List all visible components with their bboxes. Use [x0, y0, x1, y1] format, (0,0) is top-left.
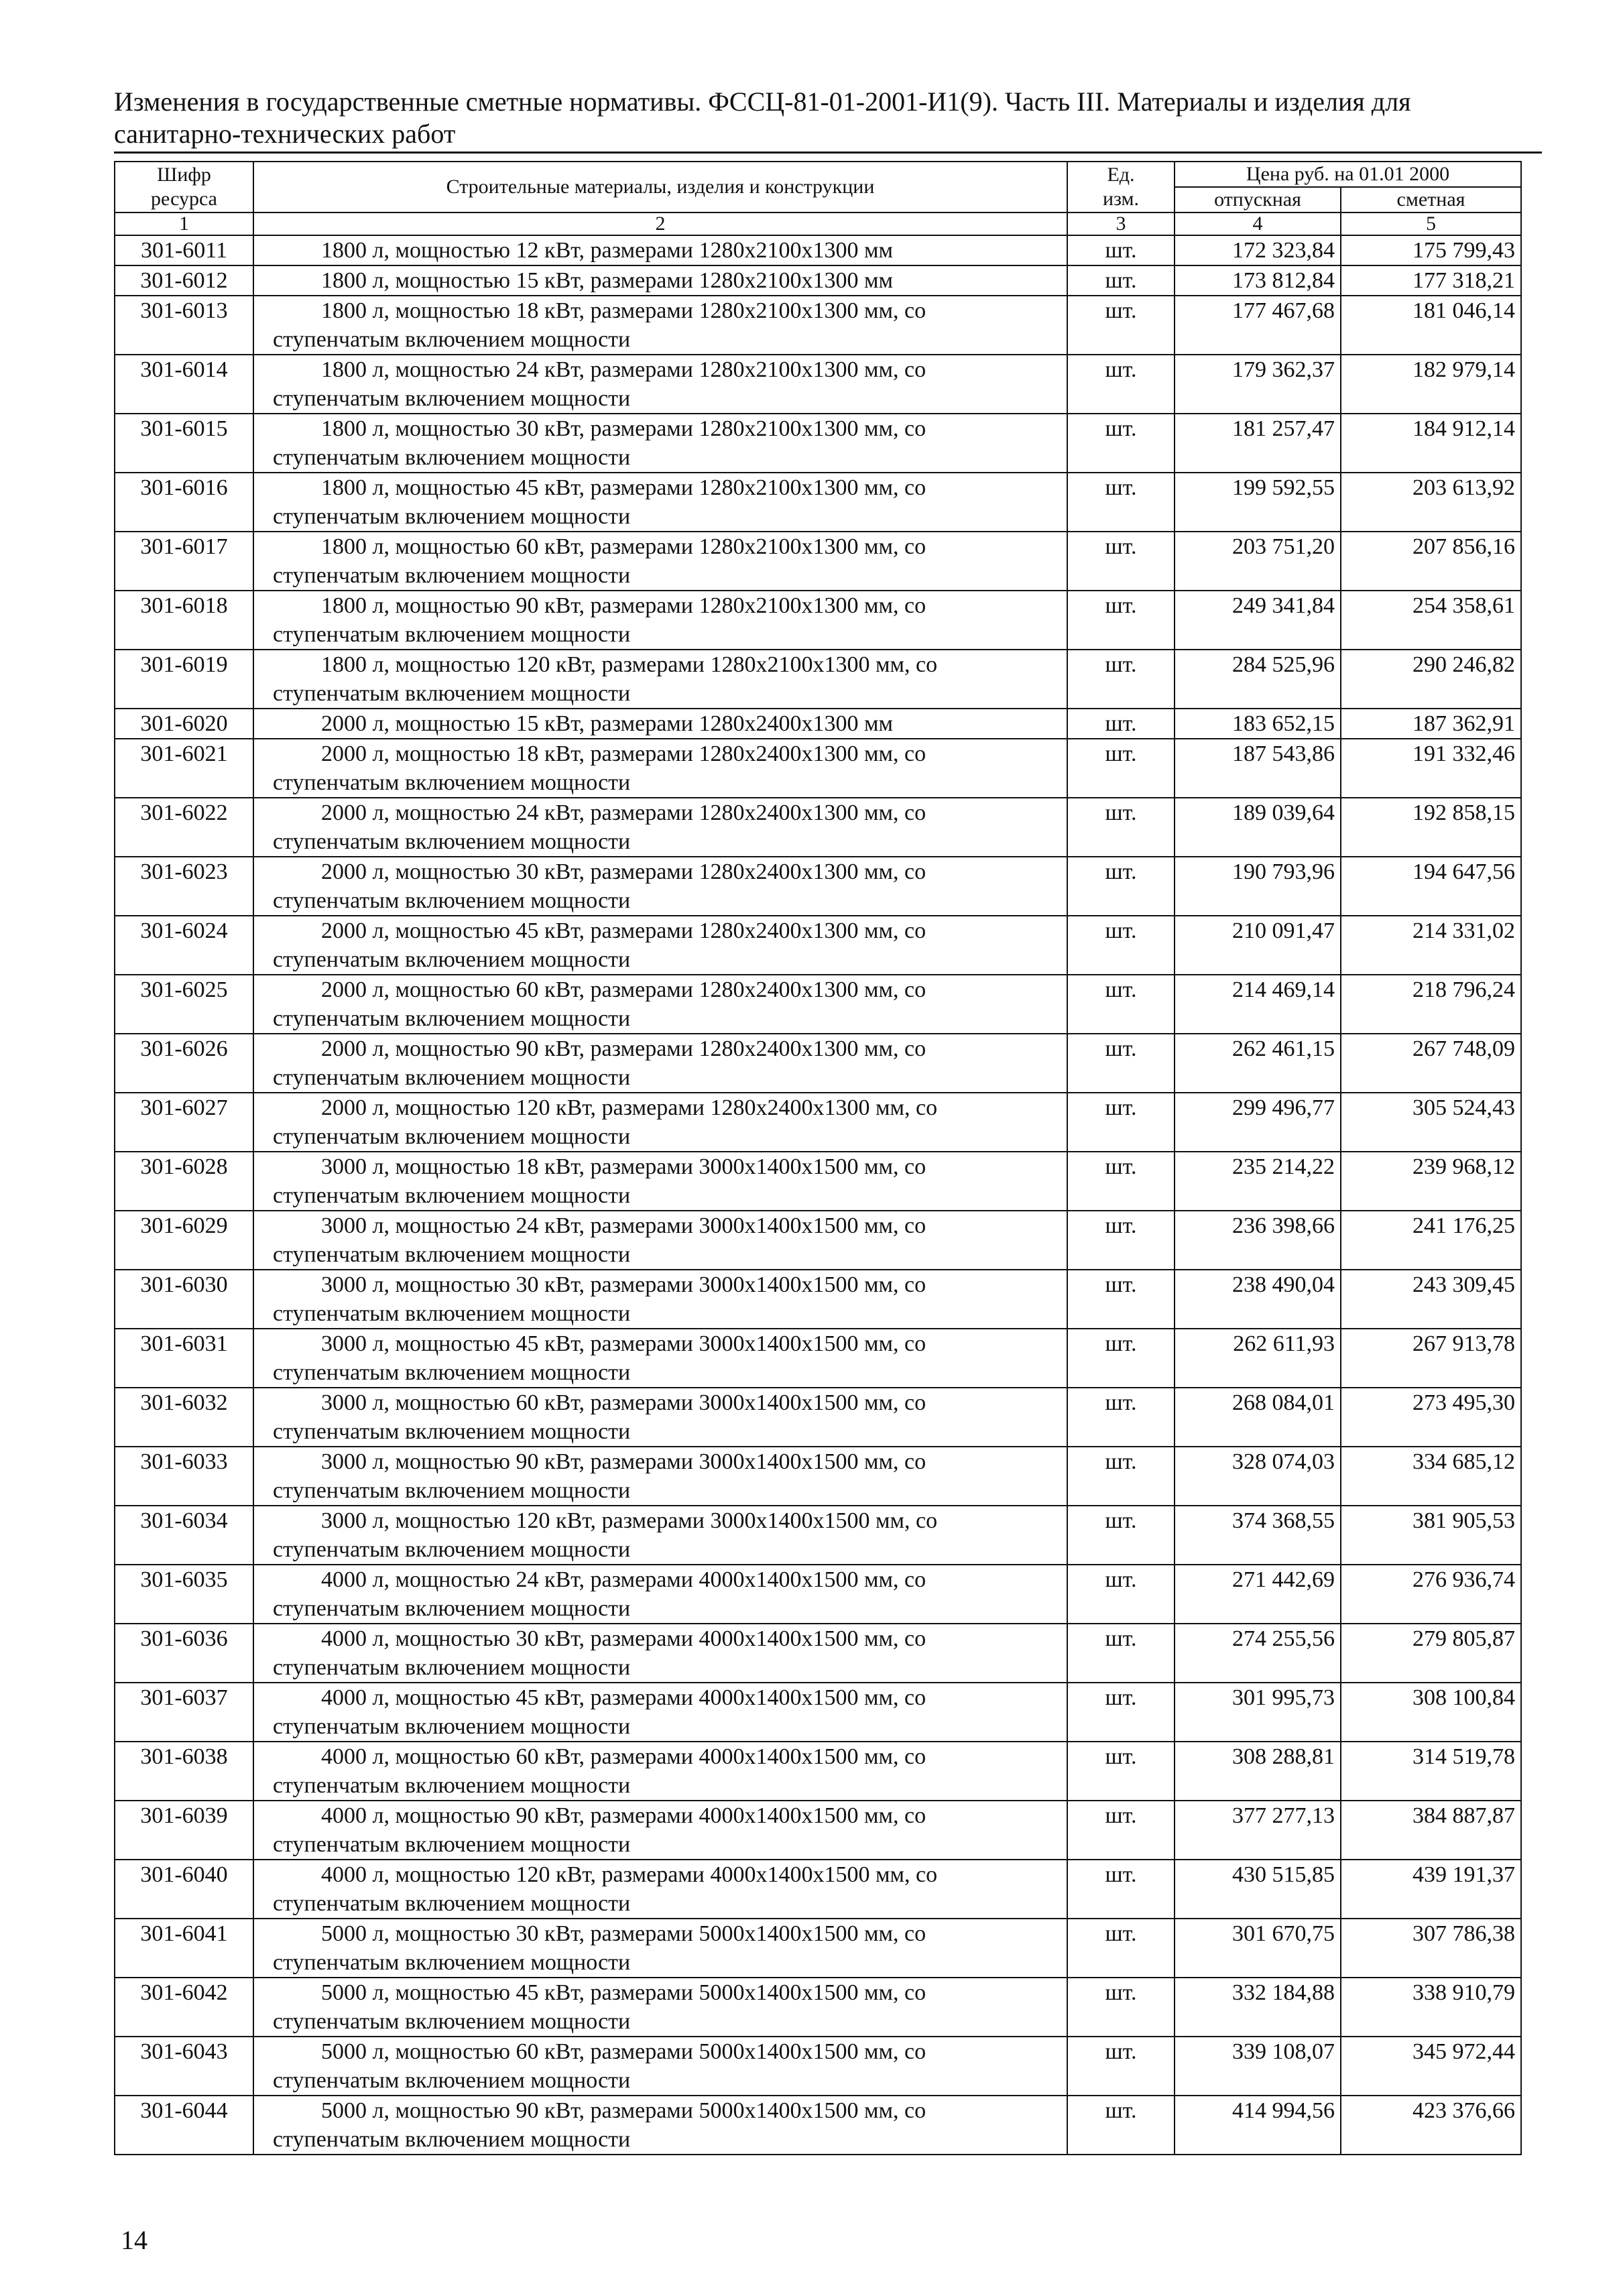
- description-line-2: ступенчатым включением мощности: [273, 1714, 631, 1739]
- resource-code: 301-6041: [115, 1919, 253, 1978]
- col-header-code: [115, 162, 253, 213]
- resource-code: 301-6022: [115, 798, 253, 857]
- resource-code: 301-6021: [115, 739, 253, 798]
- table-row: [115, 414, 1521, 473]
- unit-of-measure: шт.: [1067, 1152, 1175, 1211]
- description-line-2: ступенчатым включением мощности: [273, 1596, 631, 1621]
- col-header-unit-line2: изм.: [1103, 188, 1139, 210]
- unit-of-measure: шт.: [1067, 355, 1175, 414]
- table-row: [115, 1742, 1521, 1801]
- unit-of-measure: шт.: [1067, 1801, 1175, 1860]
- resource-code: 301-6016: [115, 473, 253, 532]
- resource-code: 301-6017: [115, 532, 253, 591]
- material-description: [253, 1388, 1067, 1447]
- description-line-2: ступенчатым включением мощности: [273, 327, 631, 352]
- table-header-row: [115, 162, 1521, 187]
- resource-code: 301-6033: [115, 1447, 253, 1506]
- description-line-2: ступенчатым включением мощности: [273, 681, 631, 706]
- description-line-1: 1800 л, мощностью 90 кВт, размерами 1280х2100х1300 мм, со: [321, 593, 926, 618]
- release-price: 249 341,84: [1175, 591, 1341, 650]
- description-line-1: 1800 л, мощностью 30 кВт, размерами 1280х2100х1300 мм, со: [321, 416, 926, 441]
- material-description: [253, 1742, 1067, 1801]
- resource-code: 301-6027: [115, 1093, 253, 1152]
- material-description: [253, 1329, 1067, 1388]
- release-price: 414 994,56: [1175, 2096, 1341, 2155]
- description-line-2: ступенчатым включением мощности: [273, 563, 631, 588]
- unit-of-measure: шт.: [1067, 709, 1175, 739]
- description-line-2: ступенчатым включением мощности: [273, 445, 631, 470]
- estimate-price: 175 799,43: [1341, 235, 1521, 265]
- description-line-1: 3000 л, мощностью 60 кВт, размерами 3000х1400х1500 мм, со: [321, 1390, 926, 1415]
- estimate-price: 305 524,43: [1341, 1093, 1521, 1152]
- estimate-price: 239 968,12: [1341, 1152, 1521, 1211]
- price-table: [114, 161, 1522, 2155]
- material-description: [253, 1683, 1067, 1742]
- table-row: [115, 739, 1521, 798]
- resource-code: 301-6029: [115, 1211, 253, 1270]
- unit-of-measure: шт.: [1067, 1506, 1175, 1565]
- resource-code: 301-6031: [115, 1329, 253, 1388]
- unit-of-measure: шт.: [1067, 1624, 1175, 1683]
- unit-of-measure: шт.: [1067, 591, 1175, 650]
- material-description: [253, 414, 1067, 473]
- unit-of-measure: шт.: [1067, 532, 1175, 591]
- table-row: [115, 1211, 1521, 1270]
- column-number: 5: [1341, 213, 1521, 235]
- description-line-2: ступенчатым включением мощности: [273, 2068, 631, 2093]
- release-price: 299 496,77: [1175, 1093, 1341, 1152]
- release-price: 189 039,64: [1175, 798, 1341, 857]
- material-description: [253, 1624, 1067, 1683]
- release-price: 199 592,55: [1175, 473, 1341, 532]
- resource-code: 301-6038: [115, 1742, 253, 1801]
- description-line-1: 4000 л, мощностью 24 кВт, размерами 4000х1400х1500 мм, со: [321, 1567, 926, 1592]
- table-row: [115, 709, 1521, 739]
- release-price: 235 214,22: [1175, 1152, 1341, 1211]
- description-line-1: 2000 л, мощностью 30 кВт, размерами 1280х2400х1300 мм, со: [321, 859, 926, 884]
- release-price: 271 442,69: [1175, 1565, 1341, 1624]
- description-line-1: 5000 л, мощностью 30 кВт, размерами 5000х1400х1500 мм, со: [321, 1921, 926, 1946]
- estimate-price: 267 748,09: [1341, 1034, 1521, 1093]
- material-description: [253, 1978, 1067, 2037]
- description-line-2: ступенчатым включением мощности: [273, 1773, 631, 1798]
- description-line-1: 5000 л, мощностью 60 кВт, размерами 5000х1400х1500 мм, со: [321, 2039, 926, 2064]
- resource-code: 301-6043: [115, 2037, 253, 2096]
- estimate-price: 192 858,15: [1341, 798, 1521, 857]
- resource-code: 301-6034: [115, 1506, 253, 1565]
- table-row: [115, 1388, 1521, 1447]
- table-row: [115, 1978, 1521, 2037]
- header-line-2: санитарно-технических работ: [114, 119, 456, 149]
- material-description: [253, 857, 1067, 916]
- description-line-1: 1800 л, мощностью 120 кВт, размерами 1280х2100х1300 мм, со: [321, 652, 938, 677]
- description-line-1: 2000 л, мощностью 90 кВт, размерами 1280х2400х1300 мм, со: [321, 1036, 926, 1061]
- release-price: 181 257,47: [1175, 414, 1341, 473]
- material-description: [253, 975, 1067, 1034]
- estimate-price: 290 246,82: [1341, 650, 1521, 709]
- release-price: 203 751,20: [1175, 532, 1341, 591]
- resource-code: 301-6042: [115, 1978, 253, 2037]
- release-price: 173 812,84: [1175, 265, 1341, 296]
- estimate-price: 279 805,87: [1341, 1624, 1521, 1683]
- description-line-1: 2000 л, мощностью 18 кВт, размерами 1280х2400х1300 мм, со: [321, 741, 926, 766]
- resource-code: 301-6035: [115, 1565, 253, 1624]
- resource-code: 301-6032: [115, 1388, 253, 1447]
- table-row: [115, 1860, 1521, 1919]
- description-line-2: ступенчатым включением мощности: [273, 1242, 631, 1267]
- description-line-1: 1800 л, мощностью 45 кВт, размерами 1280х2100х1300 мм, со: [321, 475, 926, 500]
- unit-of-measure: шт.: [1067, 2096, 1175, 2155]
- resource-code: 301-6018: [115, 591, 253, 650]
- table-row: [115, 265, 1521, 296]
- resource-code: 301-6040: [115, 1860, 253, 1919]
- resource-code: 301-6024: [115, 916, 253, 975]
- estimate-price: 314 519,78: [1341, 1742, 1521, 1801]
- table-row: [115, 975, 1521, 1034]
- description-line-1: 4000 л, мощностью 120 кВт, размерами 4000х1400х1500 мм, со: [321, 1862, 938, 1887]
- material-description: [253, 1093, 1067, 1152]
- estimate-price: 218 796,24: [1341, 975, 1521, 1034]
- column-number: 1: [115, 213, 253, 235]
- resource-code: 301-6028: [115, 1152, 253, 1211]
- resource-code: 301-6025: [115, 975, 253, 1034]
- material-description: [253, 650, 1067, 709]
- estimate-price: 194 647,56: [1341, 857, 1521, 916]
- unit-of-measure: шт.: [1067, 414, 1175, 473]
- description-line-1: 1800 л, мощностью 60 кВт, размерами 1280х2100х1300 мм, со: [321, 534, 926, 559]
- table-row: [115, 1919, 1521, 1978]
- resource-code: 301-6015: [115, 414, 253, 473]
- unit-of-measure: шт.: [1067, 916, 1175, 975]
- description-line-2: ступенчатым включением мощности: [273, 1537, 631, 1562]
- unit-of-measure: шт.: [1067, 235, 1175, 265]
- col-header-price: Цена руб. на 01.01 2000: [1175, 162, 1521, 187]
- material-description: [253, 235, 1067, 265]
- unit-of-measure: шт.: [1067, 1919, 1175, 1978]
- table-row: [115, 1506, 1521, 1565]
- description-line-2: ступенчатым включением мощности: [273, 1891, 631, 1916]
- estimate-price: 184 912,14: [1341, 414, 1521, 473]
- resource-code: 301-6044: [115, 2096, 253, 2155]
- table-row: [115, 1093, 1521, 1152]
- material-description: [253, 2037, 1067, 2096]
- description-line-2: ступенчатым включением мощности: [273, 1419, 631, 1444]
- description-line-2: ступенчатым включением мощности: [273, 1183, 631, 1208]
- description-line-2: ступенчатым включением мощности: [273, 1065, 631, 1090]
- table-row: [115, 798, 1521, 857]
- description-line-1: 1800 л, мощностью 12 кВт, размерами 1280х2100х1300 мм: [321, 238, 894, 263]
- resource-code: 301-6014: [115, 355, 253, 414]
- estimate-price: 307 786,38: [1341, 1919, 1521, 1978]
- description-line-1: 4000 л, мощностью 90 кВт, размерами 4000х1400х1500 мм, со: [321, 1803, 926, 1828]
- release-price: 268 084,01: [1175, 1388, 1341, 1447]
- description-line-2: ступенчатым включением мощности: [273, 504, 631, 529]
- table-row: [115, 1447, 1521, 1506]
- resource-code: 301-6020: [115, 709, 253, 739]
- description-line-2: ступенчатым включением мощности: [273, 829, 631, 854]
- resource-code: 301-6019: [115, 650, 253, 709]
- estimate-price: 207 856,16: [1341, 532, 1521, 591]
- unit-of-measure: шт.: [1067, 1565, 1175, 1624]
- table-row: [115, 857, 1521, 916]
- column-number: 4: [1175, 213, 1341, 235]
- material-description: [253, 1565, 1067, 1624]
- estimate-price: 384 887,87: [1341, 1801, 1521, 1860]
- description-line-2: ступенчатым включением мощности: [273, 1301, 631, 1326]
- release-price: 179 362,37: [1175, 355, 1341, 414]
- description-line-1: 5000 л, мощностью 90 кВт, размерами 5000х1400х1500 мм, со: [321, 2098, 926, 2123]
- description-line-2: ступенчатым включением мощности: [273, 1478, 631, 1503]
- unit-of-measure: шт.: [1067, 798, 1175, 857]
- table-row: [115, 1329, 1521, 1388]
- table-row: [115, 1683, 1521, 1742]
- release-price: 210 091,47: [1175, 916, 1341, 975]
- table-row: [115, 1152, 1521, 1211]
- unit-of-measure: шт.: [1067, 1388, 1175, 1447]
- description-line-1: 3000 л, мощностью 90 кВт, размерами 3000х1400х1500 мм, со: [321, 1449, 926, 1474]
- table-row: [115, 916, 1521, 975]
- material-description: [253, 1270, 1067, 1329]
- unit-of-measure: шт.: [1067, 2037, 1175, 2096]
- release-price: 274 255,56: [1175, 1624, 1341, 1683]
- unit-of-measure: шт.: [1067, 1093, 1175, 1152]
- material-description: [253, 1152, 1067, 1211]
- table-row: [115, 2037, 1521, 2096]
- unit-of-measure: шт.: [1067, 265, 1175, 296]
- material-description: [253, 1860, 1067, 1919]
- table-row: [115, 235, 1521, 265]
- table-row: [115, 1801, 1521, 1860]
- estimate-price: 267 913,78: [1341, 1329, 1521, 1388]
- table-row: [115, 1565, 1521, 1624]
- col-header-name: Строительные материалы, изделия и конструкции: [253, 162, 1067, 213]
- estimate-price: 181 046,14: [1341, 296, 1521, 355]
- description-line-2: ступенчатым включением мощности: [273, 2127, 631, 2152]
- estimate-price: 381 905,53: [1341, 1506, 1521, 1565]
- unit-of-measure: шт.: [1067, 473, 1175, 532]
- release-price: 284 525,96: [1175, 650, 1341, 709]
- unit-of-measure: шт.: [1067, 1860, 1175, 1919]
- table-row: [115, 2096, 1521, 2155]
- resource-code: 301-6026: [115, 1034, 253, 1093]
- description-line-1: 1800 л, мощностью 15 кВт, размерами 1280х2100х1300 мм: [321, 268, 894, 293]
- resource-code: 301-6036: [115, 1624, 253, 1683]
- description-line-2: ступенчатым включением мощности: [273, 622, 631, 647]
- material-description: [253, 1801, 1067, 1860]
- release-price: 172 323,84: [1175, 235, 1341, 265]
- estimate-price: 273 495,30: [1341, 1388, 1521, 1447]
- material-description: [253, 473, 1067, 532]
- estimate-price: 187 362,91: [1341, 709, 1521, 739]
- material-description: [253, 916, 1067, 975]
- unit-of-measure: шт.: [1067, 1683, 1175, 1742]
- material-description: [253, 739, 1067, 798]
- description-line-1: 3000 л, мощностью 120 кВт, размерами 3000х1400х1500 мм, со: [321, 1508, 938, 1533]
- unit-of-measure: шт.: [1067, 1211, 1175, 1270]
- resource-code: 301-6012: [115, 265, 253, 296]
- material-description: [253, 1919, 1067, 1978]
- release-price: 183 652,15: [1175, 709, 1341, 739]
- release-price: 190 793,96: [1175, 857, 1341, 916]
- table-row: [115, 1270, 1521, 1329]
- release-price: 177 467,68: [1175, 296, 1341, 355]
- unit-of-measure: шт.: [1067, 296, 1175, 355]
- column-number-row: [115, 213, 1521, 235]
- table-row: [115, 1034, 1521, 1093]
- material-description: [253, 798, 1067, 857]
- table-row: [115, 355, 1521, 414]
- release-price: 377 277,13: [1175, 1801, 1341, 1860]
- description-line-2: ступенчатым включением мощности: [273, 386, 631, 411]
- unit-of-measure: шт.: [1067, 1329, 1175, 1388]
- description-line-2: ступенчатым включением мощности: [273, 1360, 631, 1385]
- estimate-price: 191 332,46: [1341, 739, 1521, 798]
- description-line-1: 2000 л, мощностью 24 кВт, размерами 1280х2400х1300 мм, со: [321, 800, 926, 825]
- estimate-price: 214 331,02: [1341, 916, 1521, 975]
- estimate-price: 177 318,21: [1341, 265, 1521, 296]
- col-header-release: отпускная: [1175, 187, 1341, 213]
- release-price: 332 184,88: [1175, 1978, 1341, 2037]
- description-line-2: ступенчатым включением мощности: [273, 770, 631, 795]
- resource-code: 301-6030: [115, 1270, 253, 1329]
- description-line-1: 1800 л, мощностью 24 кВт, размерами 1280х2100х1300 мм, со: [321, 357, 926, 382]
- description-line-2: ступенчатым включением мощности: [273, 888, 631, 913]
- release-price: 214 469,14: [1175, 975, 1341, 1034]
- header-line-1: Изменения в государственные сметные нормативы. ФССЦ-81-01-2001-И1(9). Часть III. Материалы и изделия для: [114, 86, 1411, 117]
- description-line-1: 2000 л, мощностью 60 кВт, размерами 1280х2400х1300 мм, со: [321, 977, 926, 1002]
- page-header: [114, 86, 1535, 150]
- description-line-1: 5000 л, мощностью 45 кВт, размерами 5000х1400х1500 мм, со: [321, 1980, 926, 2005]
- description-line-1: 1800 л, мощностью 18 кВт, размерами 1280х2100х1300 мм, со: [321, 298, 926, 323]
- resource-code: 301-6013: [115, 296, 253, 355]
- release-price: 301 995,73: [1175, 1683, 1341, 1742]
- material-description: [253, 2096, 1067, 2155]
- description-line-1: 2000 л, мощностью 120 кВт, размерами 1280х2400х1300 мм, со: [321, 1095, 938, 1120]
- material-description: [253, 532, 1067, 591]
- description-line-1: 2000 л, мощностью 45 кВт, размерами 1280х2400х1300 мм, со: [321, 918, 926, 943]
- unit-of-measure: шт.: [1067, 1034, 1175, 1093]
- release-price: 238 490,04: [1175, 1270, 1341, 1329]
- page-number: 14: [121, 2225, 147, 2255]
- table-row: [115, 473, 1521, 532]
- unit-of-measure: шт.: [1067, 1270, 1175, 1329]
- release-price: 187 543,86: [1175, 739, 1341, 798]
- estimate-price: 254 358,61: [1341, 591, 1521, 650]
- material-description: [253, 296, 1067, 355]
- description-line-1: 3000 л, мощностью 24 кВт, размерами 3000х1400х1500 мм, со: [321, 1213, 926, 1238]
- material-description: [253, 1506, 1067, 1565]
- resource-code: 301-6023: [115, 857, 253, 916]
- description-line-1: 4000 л, мощностью 60 кВт, размерами 4000х1400х1500 мм, со: [321, 1744, 926, 1769]
- table-row: [115, 532, 1521, 591]
- material-description: [253, 265, 1067, 296]
- unit-of-measure: шт.: [1067, 650, 1175, 709]
- description-line-2: ступенчатым включением мощности: [273, 1006, 631, 1031]
- col-header-unit-line1: Ед.: [1107, 164, 1135, 186]
- description-line-2: ступенчатым включением мощности: [273, 1655, 631, 1680]
- estimate-price: 345 972,44: [1341, 2037, 1521, 2096]
- column-number: 3: [1067, 213, 1175, 235]
- release-price: 374 368,55: [1175, 1506, 1341, 1565]
- col-header-code-line2: ресурса: [151, 188, 217, 210]
- estimate-price: 439 191,37: [1341, 1860, 1521, 1919]
- description-line-2: ступенчатым включением мощности: [273, 1950, 631, 1975]
- unit-of-measure: шт.: [1067, 1742, 1175, 1801]
- estimate-price: 423 376,66: [1341, 2096, 1521, 2155]
- table-row: [115, 591, 1521, 650]
- estimate-price: 203 613,92: [1341, 473, 1521, 532]
- estimate-price: 334 685,12: [1341, 1447, 1521, 1506]
- description-line-2: ступенчатым включением мощности: [273, 1832, 631, 1857]
- description-line-2: ступенчатым включением мощности: [273, 947, 631, 972]
- material-description: [253, 1447, 1067, 1506]
- description-line-1: 3000 л, мощностью 45 кВт, размерами 3000х1400х1500 мм, со: [321, 1331, 926, 1356]
- table-body: [115, 235, 1521, 2155]
- estimate-price: 338 910,79: [1341, 1978, 1521, 2037]
- col-header-estimate: сметная: [1341, 187, 1521, 213]
- description-line-2: ступенчатым включением мощности: [273, 2009, 631, 2034]
- resource-code: 301-6011: [115, 235, 253, 265]
- unit-of-measure: шт.: [1067, 1447, 1175, 1506]
- release-price: 301 670,75: [1175, 1919, 1341, 1978]
- material-description: [253, 1211, 1067, 1270]
- material-description: [253, 355, 1067, 414]
- material-description: [253, 709, 1067, 739]
- estimate-price: 243 309,45: [1341, 1270, 1521, 1329]
- material-description: [253, 1034, 1067, 1093]
- estimate-price: 241 176,25: [1341, 1211, 1521, 1270]
- material-description: [253, 591, 1067, 650]
- release-price: 236 398,66: [1175, 1211, 1341, 1270]
- estimate-price: 276 936,74: [1341, 1565, 1521, 1624]
- unit-of-measure: шт.: [1067, 857, 1175, 916]
- release-price: 262 461,15: [1175, 1034, 1341, 1093]
- description-line-2: ступенчатым включением мощности: [273, 1124, 631, 1149]
- release-price: 262 611,93: [1175, 1329, 1341, 1388]
- release-price: 430 515,85: [1175, 1860, 1341, 1919]
- column-number: 2: [253, 213, 1067, 235]
- description-line-1: 3000 л, мощностью 18 кВт, размерами 3000х1400х1500 мм, со: [321, 1154, 926, 1179]
- unit-of-measure: шт.: [1067, 975, 1175, 1034]
- resource-code: 301-6037: [115, 1683, 253, 1742]
- description-line-1: 3000 л, мощностью 30 кВт, размерами 3000х1400х1500 мм, со: [321, 1272, 926, 1297]
- table-row: [115, 296, 1521, 355]
- unit-of-measure: шт.: [1067, 1978, 1175, 2037]
- header-rule: [114, 152, 1542, 154]
- estimate-price: 308 100,84: [1341, 1683, 1521, 1742]
- estimate-price: 182 979,14: [1341, 355, 1521, 414]
- description-line-1: 4000 л, мощностью 30 кВт, размерами 4000х1400х1500 мм, со: [321, 1626, 926, 1651]
- release-price: 328 074,03: [1175, 1447, 1341, 1506]
- description-line-1: 4000 л, мощностью 45 кВт, размерами 4000х1400х1500 мм, со: [321, 1685, 926, 1710]
- col-header-code-line1: Шифр: [157, 164, 211, 186]
- table-row: [115, 1624, 1521, 1683]
- unit-of-measure: шт.: [1067, 739, 1175, 798]
- description-line-1: 2000 л, мощностью 15 кВт, размерами 1280х2400х1300 мм: [321, 711, 894, 736]
- release-price: 308 288,81: [1175, 1742, 1341, 1801]
- col-header-unit: [1067, 162, 1175, 213]
- release-price: 339 108,07: [1175, 2037, 1341, 2096]
- table-row: [115, 650, 1521, 709]
- resource-code: 301-6039: [115, 1801, 253, 1860]
